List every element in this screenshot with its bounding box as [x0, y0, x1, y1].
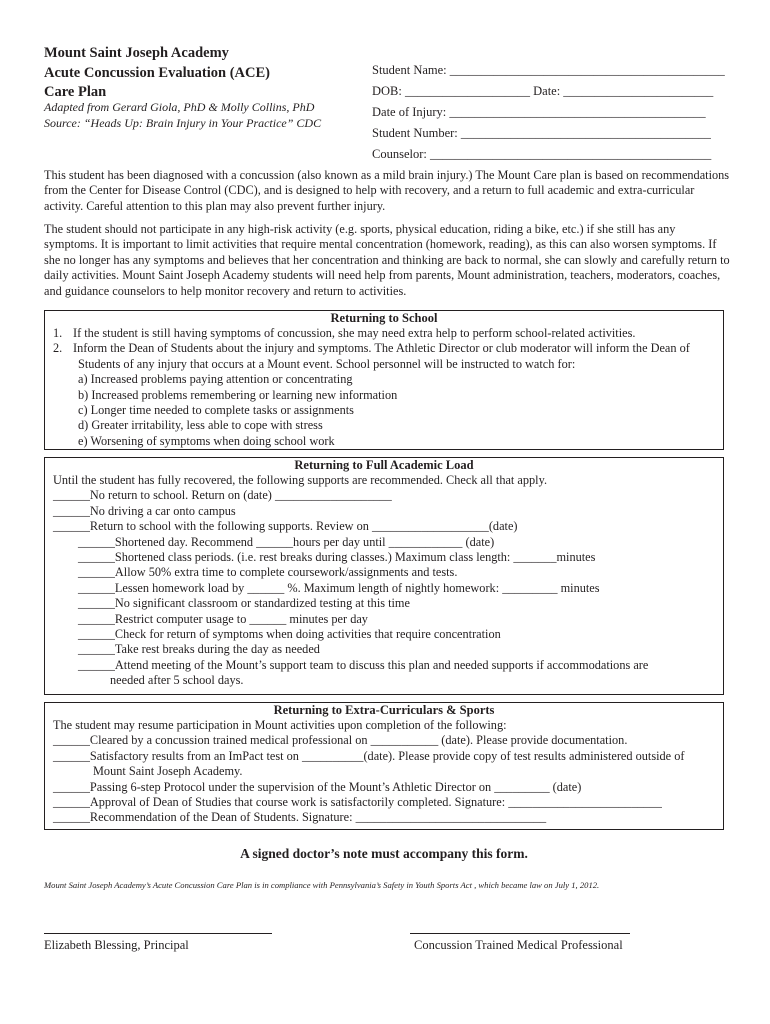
academic-support[interactable]: ______Allow 50% extra time to complete coursework/assignments and tests.	[78, 565, 458, 580]
principal-signature-label: Elizabeth Blessing, Principal	[44, 938, 189, 952]
returning-to-school-box	[44, 310, 724, 450]
medical-signature-label: Concussion Trained Medical Professional	[414, 938, 623, 952]
extra-item[interactable]: ______Approval of Dean of Studies that course work is satisfactorily completed. Signature: _________________________	[53, 795, 662, 810]
extra-item-cont: Mount Saint Joseph Academy.	[93, 764, 243, 779]
counselor-field[interactable]: Counselor: _____________________________________________	[372, 147, 712, 161]
academic-support[interactable]: ______Shortened class periods. (i.e. rest breaks during classes.) Maximum class length: _______minutes	[78, 550, 596, 565]
watch-item: d) Greater irritability, less able to cope with stress	[78, 418, 323, 433]
extra-item[interactable]: ______Satisfactory results from an ImPact test on __________(date). Please provide copy of test results administered outside of	[53, 748, 685, 763]
watch-item: b) Increased problems remembering or learning new information	[78, 387, 398, 402]
academic-support[interactable]: ______No significant classroom or standardized testing at this time	[78, 596, 410, 611]
school-item-2	[53, 341, 723, 356]
school-item-1	[53, 326, 723, 341]
intro-paragraph-1: This student has been diagnosed with a concussion (also known as a mild brain injury.) The Mount Care plan is based on recommendations from the Center for Disease Control (CDC), and is designed to help with recovery, and a return to full academic and extra-curricular activity. Careful attention to this plan may also prevent further injury.	[44, 168, 730, 213]
compliance-footnote: Mount Saint Joseph Academy’s Acute Concussion Care Plan is in compliance with Pennsylvania’s Safety in Youth Sports Act , which became law on July 1, 2012.	[44, 880, 600, 890]
academic-support-cont: needed after 5 school days.	[110, 673, 244, 688]
form-subtitle: Care Plan	[44, 84, 107, 100]
academic-support[interactable]: ______Check for return of symptoms when doing activities that require concentration	[78, 627, 501, 642]
form-title: Acute Concussion Evaluation (ACE)	[44, 65, 270, 81]
school-item-2-cont: Students of any injury that occurs at a Mount event. School personnel will be instructed to watch for:	[78, 356, 576, 371]
extra-intro: The student may resume participation in Mount activities upon completion of the following:	[53, 718, 507, 732]
academic-support[interactable]: ______Take rest breaks during the day as needed	[78, 642, 320, 657]
academic-intro: Until the student has fully recovered, the following supports are recommended. Check all that apply.	[53, 473, 548, 487]
academic-option[interactable]: ______No driving a car onto campus	[53, 503, 236, 518]
extra-item[interactable]: ______Passing 6-step Protocol under the supervision of the Mount’s Athletic Director on _________ (date)	[53, 779, 582, 794]
signed-note: A signed doctor’s note must accompany this form.	[240, 846, 528, 861]
school-item-2-number: 2.	[53, 341, 63, 356]
school-item-1-text: If the student is still having symptoms of concussion, she may need extra help to perform school-related activities.	[73, 326, 636, 340]
academic-option[interactable]: ______Return to school with the following supports. Review on ___________________(date)	[53, 519, 518, 534]
academic-support[interactable]: ______Attend meeting of the Mount’s support team to discuss this plan and needed supports if accommodations are	[78, 657, 649, 672]
academic-option[interactable]: ______No return to school. Return on (date) ___________________	[53, 488, 392, 503]
watch-item: c) Longer time needed to complete tasks or assignments	[78, 403, 354, 418]
extra-curriculars-box	[44, 702, 724, 830]
watch-item: a) Increased problems paying attention or concentrating	[78, 372, 353, 387]
student-name-field[interactable]: Student Name: ____________________________________________	[372, 63, 725, 77]
extra-curriculars-title: Returning to Extra-Curriculars & Sports	[273, 703, 495, 717]
extra-item[interactable]: ______Recommendation of the Dean of Students. Signature: _______________________________	[53, 810, 547, 825]
returning-to-school-title: Returning to School	[330, 311, 438, 325]
medical-signature-line[interactable]	[410, 933, 630, 934]
academic-support[interactable]: ______Shortened day. Recommend ______hours per day until ____________ (date)	[78, 534, 495, 549]
student-number-field[interactable]: Student Number: ________________________________________	[372, 126, 711, 140]
extra-item[interactable]: ______Cleared by a concussion trained medical professional on ___________ (date). Please provide documentation.	[53, 733, 628, 748]
date-of-injury-field[interactable]: Date of Injury: _________________________________________	[372, 105, 706, 119]
adapted-credit: Adapted from Gerard Giola, PhD & Molly Collins, PhD	[44, 100, 315, 114]
watch-item: e) Worsening of symptoms when doing school work	[78, 433, 335, 448]
academic-support[interactable]: ______Restrict computer usage to ______ minutes per day	[78, 611, 368, 626]
academic-load-title: Returning to Full Academic Load	[294, 458, 474, 472]
intro-paragraph-2: The student should not participate in any high-risk activity (e.g. sports, physical education, riding a bike, etc.) if she still has any symptoms. It is important to limit activities that require mental concentration (homework, reading), as this can also worsen symptoms. If she no longer has any symptoms and believes that her concentration and thinking are back to normal, she can slowly and carefully return to daily activities. Mount Saint Joseph Academy students will need help from parents, Mount administration, teachers, moderators, coaches, and guidance counselors to help monitor recovery and return to activities.	[44, 222, 730, 298]
academic-load-box	[44, 457, 724, 695]
principal-signature-line[interactable]	[44, 933, 272, 934]
academic-support[interactable]: ______Lessen homework load by ______ %. Maximum length of nightly homework: _________ minutes	[78, 580, 600, 595]
school-item-2-text: Inform the Dean of Students about the injury and symptoms. The Athletic Director or club moderator will inform the Dean of	[73, 341, 690, 356]
dob-date-field[interactable]: DOB: ____________________ Date: ________________________	[372, 84, 714, 98]
source-credit: Source: “Heads Up: Brain Injury in Your Practice” CDC	[44, 116, 322, 130]
school-item-1-number: 1.	[53, 326, 63, 340]
school-name: Mount Saint Joseph Academy	[44, 45, 229, 61]
